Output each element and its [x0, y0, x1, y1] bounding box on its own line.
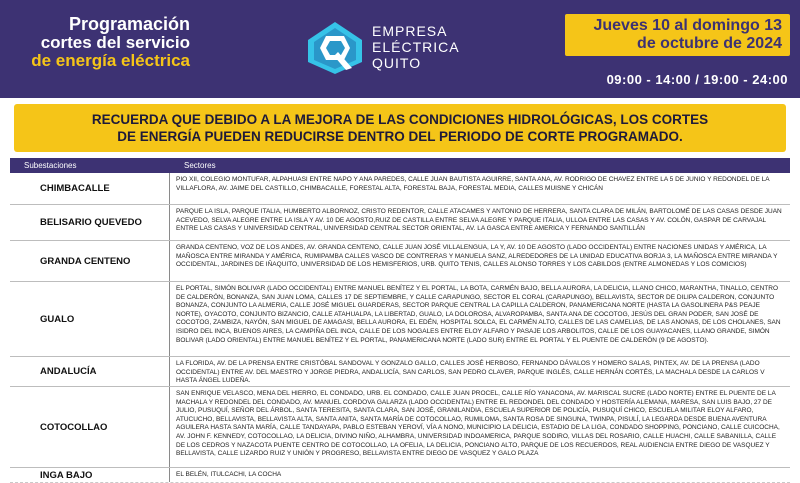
eeq-logo-icon	[304, 20, 366, 76]
substation-name: CHIMBACALLE	[10, 173, 170, 204]
header	[0, 0, 800, 98]
notice-text	[14, 111, 786, 145]
date-line-1: Jueves 10 al domingo 13	[593, 17, 782, 34]
company-line-3: QUITO	[372, 55, 422, 71]
column-header-sectors: Sectores	[184, 161, 216, 170]
title-line-1: Programación	[68, 14, 190, 34]
notice-banner	[14, 104, 786, 152]
substation-name: ANDALUCÍA	[10, 357, 170, 386]
title-line-2: cortes del servicio	[40, 33, 190, 52]
sector-list: PIO XII, COLEGIO MONTUFAR, ALPAHUASI ENTRE NAPO Y ANA PAREDES, CALLE JUAN BAUTISTA AGUIRRE, SANTA ANA, AV. RODRIGO DE CHAVEZ ENTRE LA 5 DE JUNIO Y REDONDEL DE LA VILLAFLORA, AV. JAIME DEL CASTILLO, CHIMBACALLE, FORESTAL ALTA, FORESTAL BAJA, FORESTAL MEDIA, CALLES MUISNE Y CHICÁN	[176, 176, 770, 192]
notice-line-1: RECUERDA QUE DEBIDO A LA MEJORA DE LAS CONDICIONES HIDROLÓGICAS, LOS CORTES	[91, 112, 709, 127]
date-line-2: de octubre de 2024	[637, 35, 782, 52]
sector-list: GRANDA CENTENO, VOZ DE LOS ANDES, AV. GRANDA CENTENO, CALLE JUAN JOSÉ VILLALENGUA, LA Y, AV. 10 DE AGOSTO (LADO OCCIDENTAL) ENTRE NACIONES UNIDAS Y AMÉRICA, LA MAÑOSCA ENTRE MIRANDA Y AMÉRICA, RUMIPAMBA CALLES VASCO DE CONTRERAS Y MANUELA SANZ, ALREDEDORES DE LA UNIDAD EDUCATIVA BORJA 3, LA MAÑOSCA ENTRE MIRANDA Y OCCIDENTAL, JARDINES DE IÑAQUITO, UNIVERSIDAD DE LOS HEMISFERIOS, URB. QUITO TENIS, CALLES ALONSO TORRES Y LOS CABILDOS (ENTRE ALMONEDAS Y LOS COMICIOS)	[176, 244, 778, 269]
substation-name: GRANDA CENTENO	[10, 241, 170, 281]
table-header	[10, 158, 790, 173]
table-row	[10, 357, 790, 387]
table-row	[10, 282, 790, 357]
company-name	[372, 23, 460, 71]
title-line-3: de energía eléctrica	[31, 51, 190, 70]
notice-line-2: DE ENERGÍA PUEDEN REDUCIRSE DENTRO DEL PERIODO DE CORTE PROGRAMADO.	[117, 129, 683, 144]
table-row	[10, 241, 790, 282]
substation-name: BELISARIO QUEVEDO	[10, 205, 170, 240]
substation-name: INGA BAJO	[10, 468, 170, 482]
sector-list: SAN ENRIQUE VELASCO, MENA DEL HIERRO, EL CONDADO, URB. EL CONDADO, CALLE JUAN PROCEL, CALLE RÍO YANACONA, AV. MARISCAL SUCRE (LADO NORTE) ENTRE EL PUENTE DE LA MACHALA Y REDONDEL DEL CONDADO, AV. MANUEL CORDOVA GALARZA (LADO OCCIDENTAL) ENTRE EL REDONDEL DEL CONDADO Y HOSTERÍA ALEMANA, MARESA, SAN LUIS BAJO, 27 DE JULIO, PUSUQUÍ, SEÑOR DEL ÁRBOL, SANTA TERESITA, SANTA CLARA, SAN JOSÉ, GRANILANDIA, ESCUELA SUPERIOR DE POLICÍA, PUSUQUÍ CHICO, ESCUELA MILITAR ELOY ALFARO, ATUCUCHO, BELLAVISTA, BELLAVISTA ALTA, SANTA ANITA, SANTA MARÍA DE COTOCOLLAO, RUMILOMA, SANTA ROSA DE SINGUNA, TWINPA, PISULÍ, LA LEGARDA DESDE BUENA AVENTURA AGUILERA HASTA SANTA MARÍA, CALLE TANDAYAPA, PABLO ESTEBAN YEROVÍ, VÍA A NONO, MUNICIPIO LA DELICIA, ESTADIO DE LA LIGA, CONDADO SHOPPING, PONCIANO, CALLE CUICOCHA, AV. JOHN F. KENNEDY, COTOCOLLAO, LA DELICIA, DIVINO NIÑO, ALHAMBRA, UNIVERSIDAD INDOAMERICA, PARQUE SODIRO, VILLAS DEL ROSARIO, CALLE HUACHI, CALLE SABANILLA, CALLE DE LOS CEDROS Y NAZACOTA PUENTE CENTRO DE COTOCOLLAO, LA OFELIA, LA DELICIA, PONCIANO ALTO, PARQUE DE LOS RECUERDOS, REAL AUDIENCIA ENTRE DIEGO DE VASQUEZ Y BELLAVISTA, CALLE LIZARDO RUIZ Y UNIÓN Y PROGRESO, BELLAVISTA ENTRE DIEGO DE VASQUEZ Y GALO PLAZA	[176, 390, 780, 458]
table-row	[10, 387, 790, 468]
sector-list: EL PORTAL, SIMÓN BOLIVAR (LADO OCCIDENTAL) ENTRE MANUEL BENÍTEZ Y EL PORTAL, LA BOTA, CARMÉN BAJO, BELLA AURORA, LA DELICIA, LLANO CHICO, MARANTHA, TINALLO, CENTRO DE CALDERÓN, BONANZA, SAN JUAN LOMA, CALLES 17 DE SEPTIEMBRE, Y CALLE CARAPUNGO, SECTOR EL CORAL (CARAPUNGO), BELLAVISTA, SECTOR DE DILIPA CALDERON, CONJUNTO BONANZA, CONJUNTO LA ALMERIA, CALLE JOSÉ MIGUEL GUARDERAS, SECTOR PARQUE CENTRAL LA CAPILLA CALDERON, PANAMERICANA NORTE (HASTA LA GASOLINERA P&S PEAJE NORTE), OYACOTO, CONJUNTO BIZANCIO, CALLE ATAHUALPA, LA LIBERTAD, GUALO, LA DOLOROSA, ALVAROPAMBA, SANTA ANA DE COCOTOG, JESÚS DEL GRAN PODER, SAN JOSÉ DE COCOTOG, ZAMBIZA, NAYÓN, SAN MIGUEL DE AMAGASI, BELLA AURORA, EL EDÉN, HOSPITAL SOLCA, EL CARMÉN ALTO, CALLES DE LAS CAMELIAS, DE LAS ANONAS, DE LOS CHOLANES, SAN ISIDRO DEL INCA, BUENOS AIRES, LA CAMPIÑA DEL INCA, CALLE DE LOS NOGALES ENTRE ELOY ALFARO Y PASAJE LOS ARBOLITOS, CALLE DE LOS GUAYACANES, LLANO GRANDE, SIMÓN BOLIVAR (LADO ORIENTAL) ENTRE MANUEL BENÍTEZ Y EL PORTAL, PANAMERICANA NORTE (LADO SUR) ENTRE EL PORTAL Y EL PUENTE DE CALDERÓN (9 DE AGOSTO).	[176, 285, 781, 344]
substation-name: GUALO	[10, 282, 170, 356]
table-row	[10, 468, 790, 483]
company-line-1: EMPRESA	[372, 23, 448, 39]
substation-name: COTOCOLLAO	[10, 387, 170, 467]
date-badge	[565, 14, 790, 56]
sector-list: LA FLORIDA, AV. DE LA PRENSA ENTRE CRISTÓBAL SANDOVAL Y GONZALO GALLO, CALLES JOSÉ HERBOSO, FERNANDO DÁVALOS Y HOMERO SALAS, PINTEX, AV. DE LA PRENSA (LADO OCCIDENTAL) ENTRE AV. DEL MAESTRO Y JORGE PIEDRA, ANDALUCÍA, SAN CARLOS, SAN PEDRO CLAVER, PARQUE INGLÉS, CALLE HERNÁN CORTÉS, LA MACHALA DESDE LA CARLOS V HASTA ÁNGEL LUDEÑA.	[176, 360, 765, 385]
outage-table	[10, 158, 790, 483]
page-title	[20, 15, 190, 70]
table-row	[10, 173, 790, 205]
date-range	[593, 17, 782, 53]
table-row	[10, 205, 790, 241]
outage-hours: 09:00 - 14:00 / 19:00 - 24:00	[606, 72, 788, 87]
company-line-2: ELÉCTRICA	[372, 39, 460, 55]
column-header-substations: Subestaciones	[24, 161, 77, 170]
sector-list: EL BELÉN, ITULCACHI, LA COCHA	[176, 471, 282, 478]
sector-list: PARQUE LA ISLA, PARQUE ITALIA, HUMBERTO ALBORNOZ, CRISTO REDENTOR, CALLE ATACAMES Y ANTONIO DE HERRERA, SANTA CLARA DE MILÁN, BARTOLOMÉ DE LAS CASAS DESDE JUAN ACEVEDO, SELVA ALEGRE ENTRE LA ISLA Y AV. 10 DE AGOSTO,RUIZ DE CASTILLA ENTRE SELVA ALEGRE Y PARQUE ITALIA, ULLOA ENTRE LAS CASAS Y AV. COLÓN, GASPAR DE CARVAJAL ENTRE LAS CASAS Y UNIVERSIDAD CENTRAL, UNIVERSIDAD CENTRAL SECTOR ORIENTAL, AV. LA GASCA ENTRE AMERICA Y FERNANDO SANTILLÁN	[176, 208, 782, 233]
